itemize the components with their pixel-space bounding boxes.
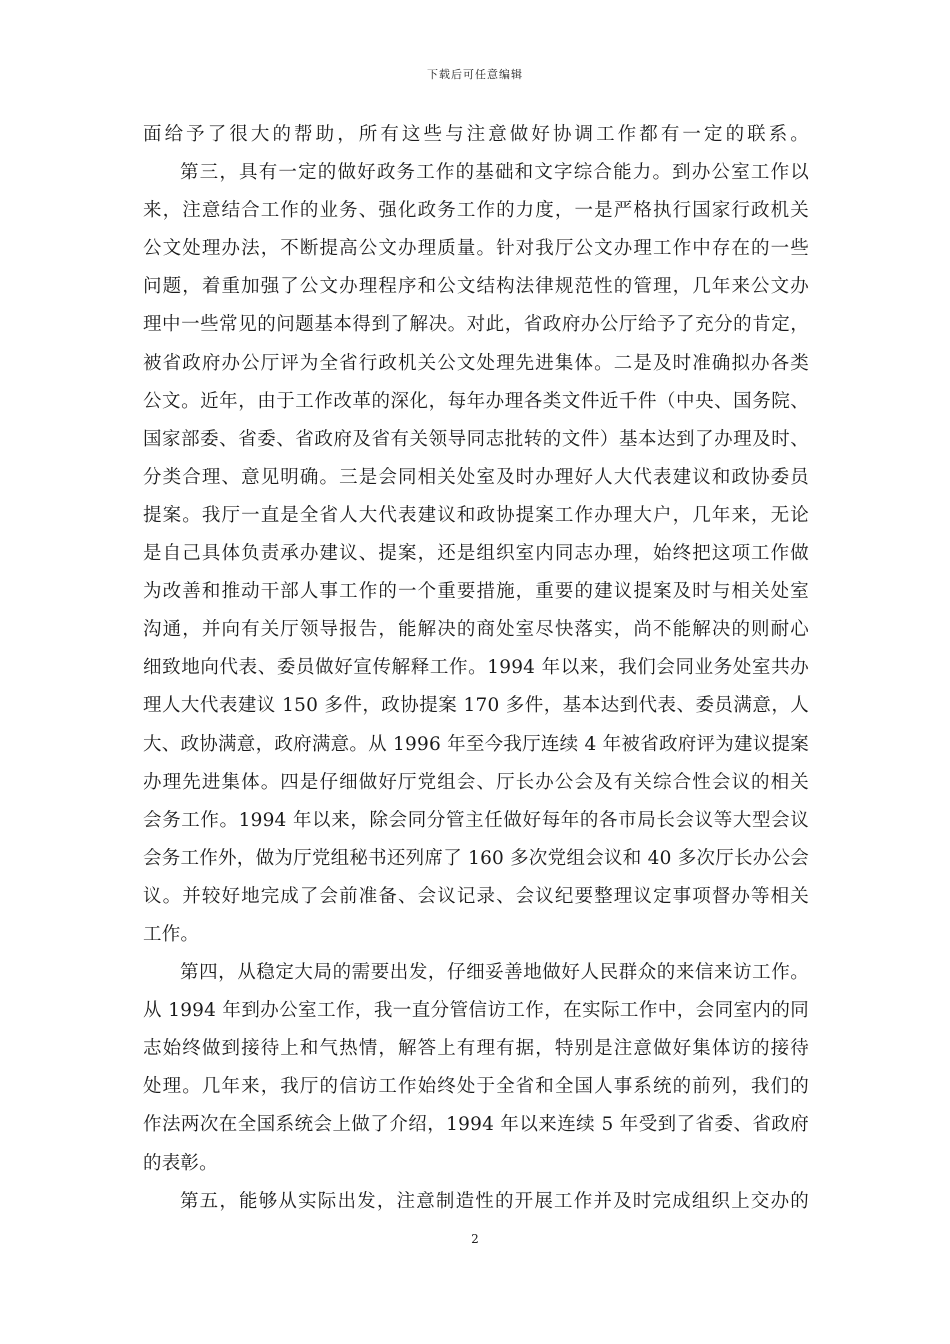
- text-line: 理中一些常见的问题基本得到了解决。对此，省政府办公厅给予了充分的肯定，: [143, 314, 809, 336]
- text-line: 被省政府办公厅评为全省行政机关公文处理先进集体。二是及时准确拟办各类: [143, 352, 809, 374]
- text-line: 会务工作外，做为厅党组秘书还列席了 160 多次党组会议和 40 多次厅长办公会: [143, 847, 809, 869]
- text-line: 作法两次在全国系统会上做了介绍，1994 年以来连续 5 年受到了省委、省政府: [143, 1114, 809, 1136]
- paragraph-end-line: 工作。: [143, 923, 200, 945]
- text-line: 问题，着重加强了公文办理程序和公文结构法律规范性的管理，几年来公文办: [143, 276, 809, 298]
- text-line: 会务工作。1994 年以来，除会同分管主任做好每年的各市局长会议等大型会议: [143, 809, 809, 831]
- document-body: [143, 116, 809, 1221]
- text-line: 提案。我厅一直是全省人大代表建议和政协提案工作办理大户，几年来，无论: [143, 504, 809, 526]
- text-line: 办理先进集体。四是仔细做好厅党组会、厅长办公会及有关综合性会议的相关: [143, 771, 809, 793]
- paragraph-start-line: 第三，具有一定的做好政务工作的基础和文字综合能力。到办公室工作以: [180, 162, 809, 184]
- text-line: 面给予了很大的帮助，所有这些与注意做好协调工作都有一定的联系。: [143, 124, 809, 145]
- page-header: 下载后可任意编辑: [427, 68, 523, 81]
- text-line: 大、政协满意，政府满意。从 1996 年至今我厅连续 4 年被省政府评为建议提案: [143, 733, 809, 755]
- text-line: 公文处理办法，不断提高公文办理质量。针对我厅公文办理工作中存在的一些: [143, 238, 809, 260]
- paragraph-start-line: 第四，从稳定大局的需要出发，仔细妥善地做好人民群众的来信来访工作。: [180, 962, 809, 984]
- text-line: 议。并较好地完成了会前准备、会议记录、会议纪要整理议定事项督办等相关: [143, 885, 809, 907]
- text-line: 理人大代表建议 150 多件，政协提案 170 多件，基本达到代表、委员满意，人: [143, 695, 809, 717]
- text-line: 是自己具体负责承办建议、提案，还是组织室内同志办理，始终把这项工作做: [143, 543, 809, 565]
- text-line: 志始终做到接待上和气热情，解答上有理有据，特别是注意做好集体访的接待: [143, 1038, 809, 1060]
- text-line: 国家部委、省委、省政府及省有关领导同志批转的文件）基本达到了办理及时、: [143, 428, 809, 450]
- text-line: 为改善和推动干部人事工作的一个重要措施，重要的建议提案及时与相关处室: [143, 581, 809, 603]
- text-line: 从 1994 年到办公室工作，我一直分管信访工作，在实际工作中，会同室内的同: [143, 1000, 809, 1022]
- text-line: 来，注意结合工作的业务、强化政务工作的力度，一是严格执行国家行政机关: [143, 200, 809, 222]
- paragraph-end-line: 的表彰。: [143, 1152, 218, 1174]
- text-line: 沟通，并向有关厅领导报告，能解决的商处室尽快落实，尚不能解决的则耐心: [143, 619, 809, 641]
- page-number: 2: [471, 1232, 479, 1246]
- text-line: 处理。几年来，我厅的信访工作始终处于全省和全国人事系统的前列，我们的: [143, 1076, 809, 1098]
- text-line: 分类合理、意见明确。三是会同相关处室及时办理好人大代表建议和政协委员: [143, 466, 809, 488]
- paragraph-start-line: 第五，能够从实际出发，注意制造性的开展工作并及时完成组织上交办的: [180, 1190, 809, 1212]
- text-line: 细致地向代表、委员做好宣传解释工作。1994 年以来，我们会同业务处室共办: [143, 657, 809, 679]
- text-line: 公文。近年，由于工作改革的深化，每年办理各类文件近千件（中央、国务院、: [143, 390, 809, 412]
